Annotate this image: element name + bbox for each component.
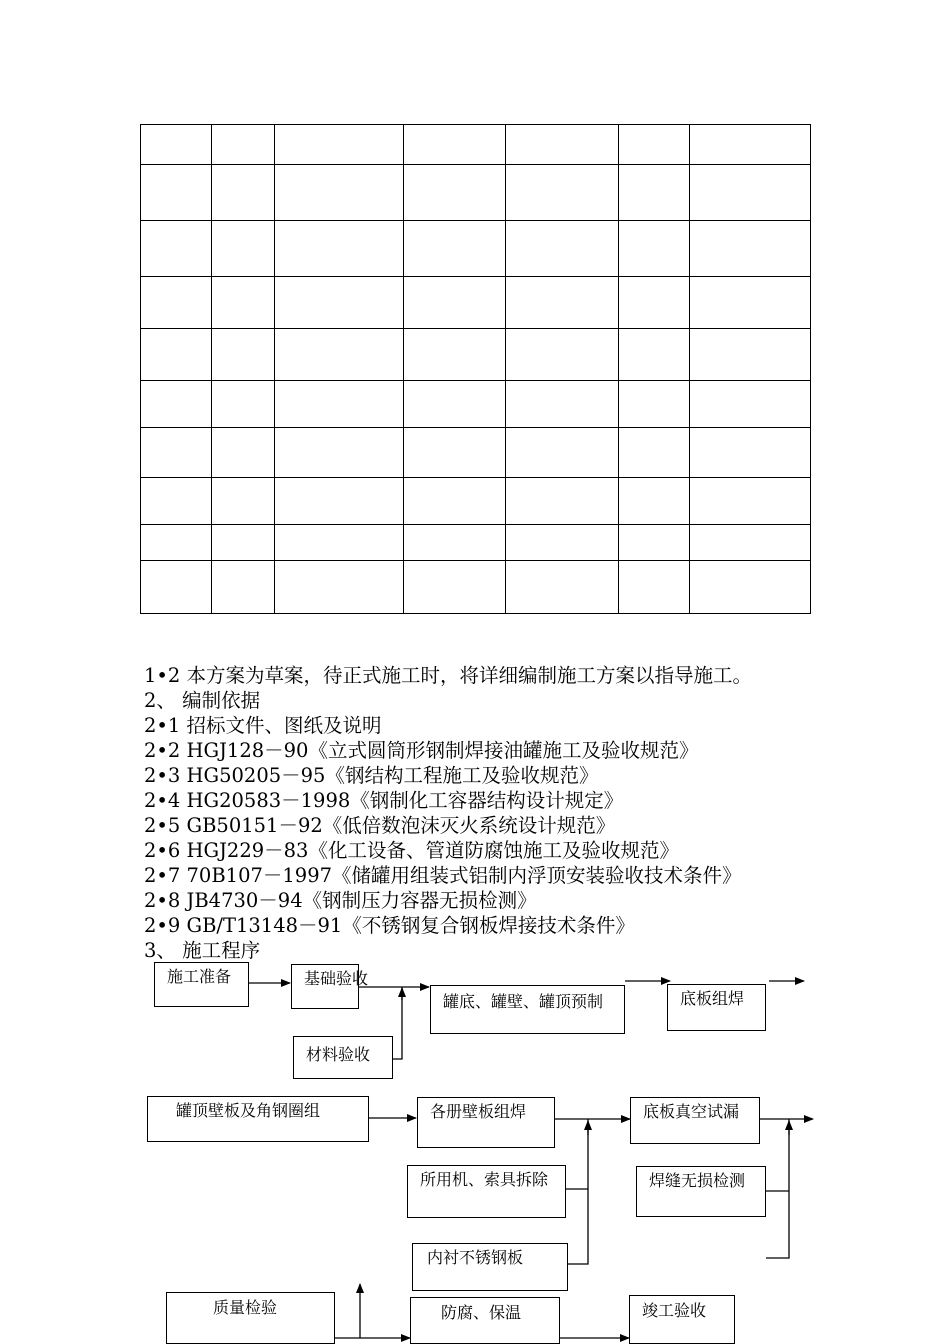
connector-vacuum [766,1119,789,1258]
flow-box-acceptance: 竣工验收 [629,1295,735,1344]
basis-item-4: 2•4 HG20583－1998《钢制化工容器结构设计规定》 [144,789,624,812]
flow-box-roof-angle: 罐顶壁板及角钢圈组 [147,1096,369,1142]
basis-item-9: 2•9 GB/T13148－91《不锈钢复合钢板焊接技术条件》 [144,914,635,937]
basis-item-7: 2•7 70B107－1997《储罐用组装式铝制内浮顶安装验收技术条件》 [144,864,742,887]
basis-item-1: 2•1 招标文件、图纸及说明 [144,714,382,737]
flow-box-material: 材料验收 [293,1036,393,1079]
basis-item-5: 2•5 GB50151－92《低倍数泡沫灭火系统设计规范》 [144,814,616,837]
flow-box-tool-removal: 所用机、索具拆除 [407,1165,566,1218]
flow-box-prefab: 罐底、罐壁、罐顶预制 [430,985,625,1034]
basis-item-2: 2•2 HGJ128－90《立式圆筒形钢制焊接油罐施工及验收规范》 [144,739,699,762]
flow-box-vacuum-test: 底板真空试漏 [630,1097,760,1144]
basis-item-6: 2•6 HGJ229－83《化工设备、管道防腐蚀施工及验收规范》 [144,839,679,862]
flow-box-bottom-weld: 底板组焊 [667,984,766,1031]
flow-box-shell-weld: 各册壁板组焊 [417,1097,555,1148]
text-line-1-2: 1•2 本方案为草案，待正式施工时，将详细编制施工方案以指导施工。 [144,664,753,687]
basis-item-3: 2•3 HG50205－95《钢结构工程施工及验收规范》 [144,764,599,787]
flow-box-quality: 质量检验 [166,1292,335,1344]
connector-material [393,987,402,1059]
flow-box-foundation: 基础验收 [291,964,359,1009]
connector-shell [568,1119,588,1264]
flow-box-anticorrosion: 防腐、保温 [410,1297,560,1344]
flow-box-lining: 内衬不锈钢板 [412,1243,568,1291]
flow-box-prep: 施工准备 [154,962,249,1007]
section-2-heading: 2、 编制依据 [144,689,261,712]
basis-item-8: 2•8 JB4730－94《钢制压力容器无损检测》 [144,889,537,912]
section-3-heading: 3、 施工程序 [144,939,261,962]
flow-box-ndt: 焊缝无损检测 [636,1166,766,1217]
